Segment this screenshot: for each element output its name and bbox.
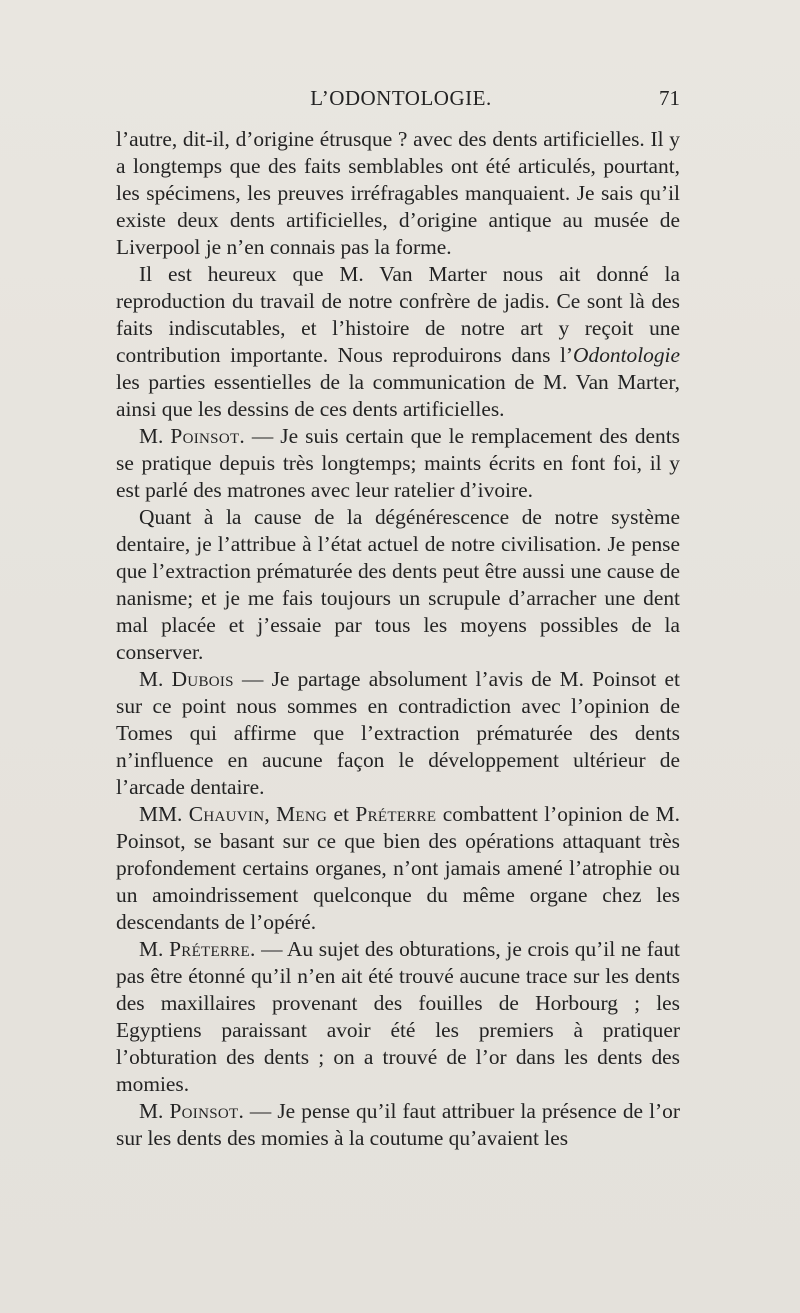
paragraph-6-text: combattent l’opinion de M. Poinsot, se basant sur ce que bien des opérations attaquant très profondement certains organes, n’ont jamais amené l’atrophie ou un amoindrissement quelconque du même organe chez les descendants de l’opéré. <box>116 802 680 934</box>
speaker-prefix: M. <box>139 667 172 691</box>
speaker-name-3: Préterre <box>355 802 437 826</box>
paragraph-2-text-after: les parties essentielles de la communication de M. Van Marter, ainsi que les dessins de ces dents artificielles. <box>116 370 680 421</box>
paragraph-5 <box>116 666 680 801</box>
separator-2: et <box>327 802 356 826</box>
speaker-prefix: MM. <box>139 802 189 826</box>
speaker-name-1: Chauvin <box>188 802 265 826</box>
paragraph-1-text: l’autre, dit-il, d’origine étrusque ? avec des dents artificielles. Il y a longtemps que des faits semblables ont été articulés, pourtant, les spécimens, les preuves irréfragables manquaient. Je sais qu’il existe deux dents artificielles, d’origine antique au musée de Liverpool je n’en connais pas la forme. <box>116 127 680 259</box>
paragraph-3-text: . — Je suis certain que le remplacement des dents se pratique depuis très longtemps; maints écrits en font foi, il y est parlé des matrones avec leur ratelier d’ivoire. <box>116 424 681 502</box>
paragraph-8-text: . — Je pense qu’il faut attribuer la présence de l’or sur les dents des momies à la coutume qu’avaient les <box>116 1099 680 1150</box>
paragraph-2 <box>116 261 680 423</box>
paragraph-3 <box>116 423 680 504</box>
speaker-prefix: M. <box>139 937 170 961</box>
paragraph-2-text-before: Il est heureux que M. Van Marter nous ait donné la reproduction du travail de notre confrère de jadis. Ce sont là des faits indiscutables, et l’histoire de notre art y reçoit une contribution importante. Nous reproduirons dans l’ <box>116 262 680 367</box>
running-title: L’ODONTOLOGIE. <box>310 86 492 110</box>
paragraph-4 <box>116 504 680 666</box>
paragraph-5-text: — Je partage absolument l’avis de M. Poinsot et sur ce point nous sommes en contradiction avec l’opinion de Tomes qui affirme que l’extraction prématurée des dents n’influence en aucune façon le développement ultérieur de l’arcade dentaire. <box>116 667 680 799</box>
speaker-name: Poinsot <box>169 1099 239 1123</box>
speaker-prefix: M. <box>139 1099 170 1123</box>
journal-title: Odontologie <box>573 343 680 367</box>
page-number: 71 <box>659 86 680 110</box>
page-header <box>116 86 686 116</box>
paragraph-7-text: . — Au sujet des obturations, je crois qu’il ne faut pas être étonné qu’il n’en ait été trouvé aucune trace sur les dents des maxillaires provenant des fouilles de Horbourg ; les Egyptiens paraissant avoir été les premiers à pratiquer l’obturation des dents ; on a trouvé de l’or dans les dents des momies. <box>116 937 680 1096</box>
paragraph-8 <box>116 1098 680 1152</box>
speaker-name: Poinsot <box>170 424 240 448</box>
speaker-prefix: M. <box>139 424 171 448</box>
paragraph-6 <box>116 801 680 936</box>
separator-1: , <box>264 802 277 826</box>
speaker-name: Préterre <box>169 937 251 961</box>
paragraph-7 <box>116 936 680 1098</box>
speaker-name-2: Meng <box>276 802 328 826</box>
speaker-name: Dubois <box>171 667 234 691</box>
paragraph-1 <box>116 126 680 261</box>
body-text <box>116 126 680 1152</box>
paragraph-4-text: Quant à la cause de la dégénérescence de notre système dentaire, je l’attribue à l’état actuel de notre civilisation. Je pense que l’extraction prématurée des dents peut être aussi une cause de nanisme; et je me fais toujours un scrupule d’arracher une dent mal placée et j’essaie par tous les moyens possibles de la conserver. <box>116 505 680 664</box>
